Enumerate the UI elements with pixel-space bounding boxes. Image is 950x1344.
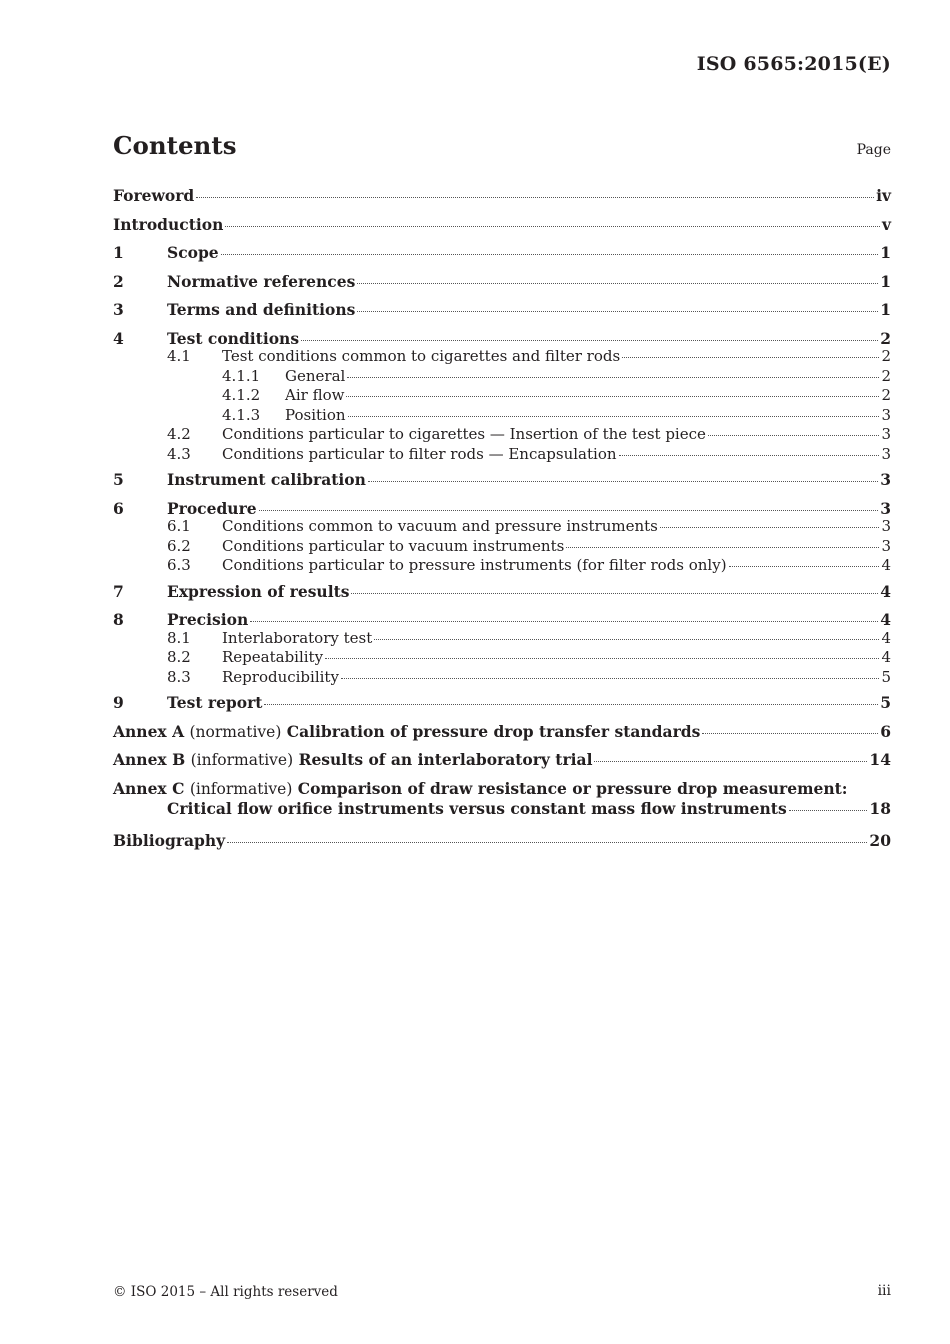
toc-entry-title: Precision [167, 610, 249, 629]
toc-entry-title: Position [285, 405, 346, 424]
toc-entry[interactable] [113, 556, 891, 576]
dot-leader [196, 197, 874, 198]
toc-entry-number: 4.1.2 [222, 386, 261, 404]
toc-page-number: 18 [869, 798, 891, 818]
toc-page-number: 2 [881, 366, 891, 385]
dot-leader [325, 658, 879, 659]
toc-entry[interactable] [113, 213, 891, 242]
toc-page-number: 5 [881, 667, 891, 686]
toc-entry-number: 1 [113, 243, 124, 262]
dot-leader [225, 226, 880, 227]
toc-entry[interactable] [113, 270, 891, 299]
toc-page-number: 3 [881, 536, 891, 555]
toc-entry-number: 4.3 [167, 444, 191, 463]
toc-page-number: 1 [880, 271, 891, 291]
toc-page-number: 1 [880, 300, 891, 319]
toc-entry[interactable] [113, 386, 891, 406]
toc-entry-title: Reproducibility [222, 667, 339, 686]
toc-entry-title: Introduction [113, 214, 224, 234]
toc-page-number: 3 [881, 405, 891, 424]
toc-page-number: 14 [869, 750, 891, 769]
annex-title-line1: Comparison of draw resistance or pressure drop measurement: [297, 778, 848, 798]
annex-title-line2: Critical flow orifice instruments versus constant mass flow instruments [167, 798, 787, 818]
page-column-label: Page [856, 142, 891, 158]
toc-entry-annex-b[interactable] [113, 748, 891, 777]
toc-entry-title: Procedure [167, 498, 257, 518]
dot-leader [708, 435, 880, 436]
toc-entry-number: 6.2 [167, 536, 191, 555]
toc-entry[interactable] [113, 425, 891, 445]
toc-entry-title: Conditions particular to pressure instruments (for filter rods only) [222, 556, 727, 574]
dot-leader [346, 396, 879, 397]
dot-leader [221, 254, 879, 255]
toc-page-number: 3 [880, 498, 891, 518]
toc-entry-title: Conditions particular to cigarettes — Insertion of the test piece [222, 425, 706, 443]
dot-leader [566, 547, 879, 548]
toc-entry-title: Expression of results [167, 581, 350, 601]
toc-entry-number: 4.2 [167, 425, 191, 443]
toc-entry-number: 8 [113, 610, 124, 629]
toc-entry-title: Instrument calibration [167, 470, 366, 489]
toc-entry[interactable] [113, 184, 891, 213]
toc-page-number: 3 [881, 517, 891, 535]
toc-entry-annex-c[interactable] [113, 777, 891, 825]
toc-entry[interactable] [113, 241, 891, 270]
toc-entry-number: 6.3 [167, 556, 191, 574]
toc-entry-title: Test conditions common to cigarettes and filter rods [222, 347, 621, 365]
dot-leader [347, 377, 879, 378]
toc-entry-number: 9 [113, 693, 124, 712]
toc-entry-title: Foreword [113, 186, 195, 205]
dot-leader [351, 593, 878, 594]
dot-leader [702, 733, 878, 734]
toc-entry-number: 8.3 [167, 667, 191, 686]
toc-entry-title: Scope [167, 243, 219, 262]
dot-leader [227, 842, 867, 843]
dot-leader [660, 527, 880, 528]
dot-leader [301, 340, 878, 341]
contents-title: Contents [113, 131, 237, 160]
toc-page-number: iv [876, 186, 891, 205]
toc-page-number: 2 [881, 347, 891, 365]
toc-entry[interactable] [113, 367, 891, 387]
toc-entry-title: Conditions particular to vacuum instruments [222, 536, 565, 555]
toc-entry[interactable] [113, 648, 891, 668]
annex-label: Annex A [113, 721, 185, 741]
toc-page-number: 4 [880, 581, 891, 601]
dot-leader [594, 761, 867, 762]
toc-entry-number: 4.1.1 [222, 366, 261, 385]
dot-leader [357, 311, 878, 312]
toc-entry-number: 5 [113, 470, 124, 489]
toc-entry-title: Interlaboratory test [222, 628, 373, 647]
document-id: ISO 6565:2015(E) [696, 53, 891, 75]
toc-page-number: 20 [869, 830, 891, 850]
toc-entry-number: 6.1 [167, 517, 191, 535]
annex-label: Annex C [113, 778, 185, 798]
dot-leader [341, 678, 880, 679]
toc-entry-title: Conditions particular to filter rods — Encapsulation [222, 444, 617, 463]
toc-entry[interactable] [113, 629, 891, 649]
annex-type: (informative) [190, 751, 294, 769]
toc-page-number: 2 [881, 386, 891, 404]
annex-title: Calibration of pressure drop transfer standards [286, 721, 701, 741]
toc-entry-number: 8.2 [167, 648, 191, 666]
toc-entry-title: Test conditions [167, 328, 300, 348]
toc-page-number: 3 [880, 470, 891, 489]
toc-page-number: 4 [881, 628, 891, 647]
toc-entry-number: 4 [113, 328, 124, 348]
dot-leader [729, 566, 880, 567]
toc-entry-title: Conditions common to vacuum and pressure instruments [222, 517, 658, 535]
toc-entry[interactable] [113, 445, 891, 465]
toc-page-number: 4 [881, 556, 891, 574]
toc-entry-title: Test report [167, 693, 263, 712]
dot-leader [368, 481, 878, 482]
toc-entry-number: 6 [113, 498, 124, 518]
dot-leader [348, 416, 880, 417]
toc-entry[interactable] [113, 537, 891, 557]
toc-page-number: 3 [881, 425, 891, 443]
toc-entry-bibliography[interactable] [113, 829, 891, 858]
dot-leader [619, 455, 880, 456]
toc-page-number: 5 [880, 693, 891, 712]
toc-entry[interactable] [113, 347, 891, 367]
toc-entry-number: 8.1 [167, 628, 191, 647]
toc-entry-title: Air flow [285, 386, 345, 404]
footer-copyright: © ISO 2015 – All rights reserved [113, 1284, 338, 1300]
table-of-contents [113, 184, 891, 857]
toc-page-number: 4 [881, 648, 891, 666]
dot-leader [357, 283, 878, 284]
toc-page-number: v [881, 214, 891, 234]
toc-entry-number: 2 [113, 271, 124, 291]
toc-entry[interactable] [113, 668, 891, 688]
toc-entry-title: Bibliography [113, 830, 226, 850]
annex-type: (normative) [189, 722, 282, 741]
toc-page-number: 2 [880, 328, 891, 348]
toc-entry-title: Normative references [167, 271, 356, 291]
toc-entry-number: 4.1 [167, 347, 191, 365]
toc-page-number: 1 [880, 243, 891, 262]
annex-type: (informative) [189, 779, 293, 798]
annex-title: Results of an interlaboratory trial [298, 750, 593, 769]
footer-page-number: iii [877, 1283, 891, 1299]
toc-entry[interactable] [113, 580, 891, 609]
toc-entry-annex-a[interactable] [113, 720, 891, 749]
dot-leader [250, 621, 878, 622]
toc-page-number: 6 [880, 721, 891, 741]
dot-leader [264, 704, 878, 705]
toc-entry[interactable] [113, 468, 891, 497]
toc-entry-number: 3 [113, 300, 124, 319]
dot-leader [789, 810, 868, 811]
dot-leader [622, 357, 879, 358]
toc-entry-number: 4.1.3 [222, 405, 261, 424]
toc-entry-title: General [285, 366, 346, 385]
toc-entry-title: Repeatability [222, 648, 324, 666]
toc-entry[interactable] [113, 691, 891, 720]
toc-entries [113, 184, 891, 720]
toc-entry-number: 7 [113, 581, 124, 601]
toc-entry[interactable] [113, 517, 891, 537]
toc-entry[interactable] [113, 406, 891, 426]
toc-page-number: 3 [881, 444, 891, 463]
toc-page-number: 4 [880, 610, 891, 629]
dot-leader [374, 639, 879, 640]
annex-label: Annex B [113, 750, 186, 769]
dot-leader [259, 510, 879, 511]
toc-entry-title: Terms and definitions [167, 300, 356, 319]
toc-entry[interactable] [113, 298, 891, 327]
